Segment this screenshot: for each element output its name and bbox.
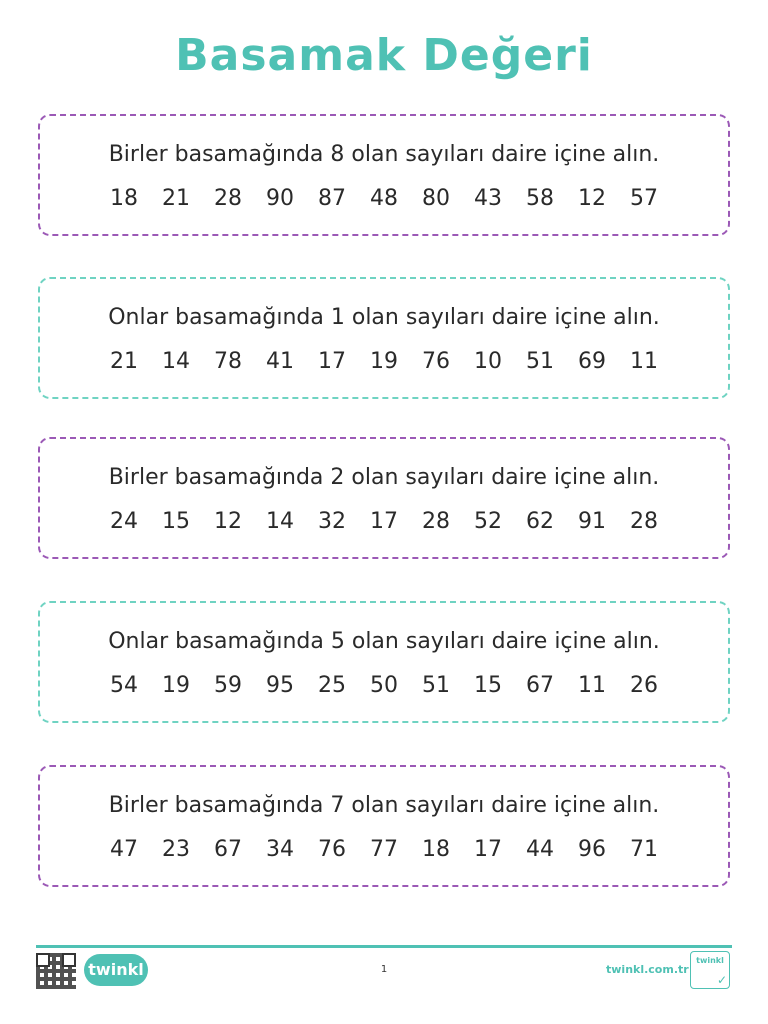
number-item[interactable]: 67 [214,837,242,862]
quality-badge [690,951,730,989]
footer-divider [36,945,732,948]
number-item[interactable]: 77 [370,837,398,862]
number-item[interactable]: 17 [474,837,502,862]
number-item[interactable]: 34 [266,837,294,862]
page-number: 1 [380,964,388,975]
number-item[interactable]: 48 [370,186,398,211]
number-item[interactable]: 24 [110,509,138,534]
number-item[interactable]: 58 [526,186,554,211]
number-row [40,509,728,534]
number-item[interactable]: 43 [474,186,502,211]
number-item[interactable]: 87 [318,186,346,211]
exercise-instruction: Birler basamağında 7 olan sayıları daire içine alın. [108,793,660,818]
exercise-instruction: Onlar basamağında 5 olan sayıları daire içine alın. [108,629,660,654]
exercise-instruction: Birler basamağında 2 olan sayıları daire içine alın. [108,465,660,490]
exercise-box-2 [38,277,730,399]
number-item[interactable]: 59 [214,673,242,698]
number-item[interactable]: 12 [578,186,606,211]
number-item[interactable]: 15 [474,673,502,698]
number-item[interactable]: 23 [162,837,190,862]
number-item[interactable]: 51 [422,673,450,698]
number-item[interactable]: 51 [526,349,554,374]
number-item[interactable]: 62 [526,509,554,534]
number-item[interactable]: 44 [526,837,554,862]
number-item[interactable]: 19 [162,673,190,698]
exercise-box-3 [38,437,730,559]
number-item[interactable]: 25 [318,673,346,698]
number-item[interactable]: 78 [214,349,242,374]
number-item[interactable]: 96 [578,837,606,862]
number-item[interactable]: 47 [110,837,138,862]
number-item[interactable]: 76 [422,349,450,374]
number-item[interactable]: 69 [578,349,606,374]
number-item[interactable]: 11 [630,349,658,374]
number-item[interactable]: 57 [630,186,658,211]
exercise-box-1 [38,114,730,236]
exercise-box-4 [38,601,730,723]
number-item[interactable]: 54 [110,673,138,698]
number-item[interactable]: 21 [162,186,190,211]
number-item[interactable]: 10 [474,349,502,374]
number-row [40,186,728,211]
number-item[interactable]: 91 [578,509,606,534]
number-item[interactable]: 52 [474,509,502,534]
number-item[interactable]: 41 [266,349,294,374]
twinkl-logo[interactable]: twinkl [84,954,148,986]
number-item[interactable]: 26 [630,673,658,698]
number-row [40,349,728,374]
number-row [40,673,728,698]
number-item[interactable]: 19 [370,349,398,374]
number-item[interactable]: 28 [422,509,450,534]
number-item[interactable]: 71 [630,837,658,862]
number-item[interactable]: 90 [266,186,294,211]
number-item[interactable]: 15 [162,509,190,534]
site-link[interactable]: twinkl.com.tr [606,963,689,976]
number-item[interactable]: 14 [266,509,294,534]
number-item[interactable]: 67 [526,673,554,698]
number-item[interactable]: 14 [162,349,190,374]
number-item[interactable]: 17 [370,509,398,534]
number-item[interactable]: 18 [110,186,138,211]
number-item[interactable]: 50 [370,673,398,698]
number-item[interactable]: 95 [266,673,294,698]
check-icon: ✓ [716,973,727,987]
exercise-instruction: Birler basamağında 8 olan sayıları daire içine alın. [108,142,660,167]
badge-label: twinkl [696,956,724,965]
number-item[interactable]: 28 [214,186,242,211]
number-item[interactable]: 80 [422,186,450,211]
number-item[interactable]: 32 [318,509,346,534]
number-item[interactable]: 12 [214,509,242,534]
number-item[interactable]: 11 [578,673,606,698]
number-item[interactable]: 28 [630,509,658,534]
qr-code-icon[interactable] [36,953,76,989]
page-title: Basamak Değeri [175,30,593,81]
number-item[interactable]: 21 [110,349,138,374]
exercise-box-5 [38,765,730,887]
exercise-instruction: Onlar basamağında 1 olan sayıları daire içine alın. [108,305,660,330]
number-item[interactable]: 17 [318,349,346,374]
number-item[interactable]: 18 [422,837,450,862]
number-row [40,837,728,862]
number-item[interactable]: 76 [318,837,346,862]
